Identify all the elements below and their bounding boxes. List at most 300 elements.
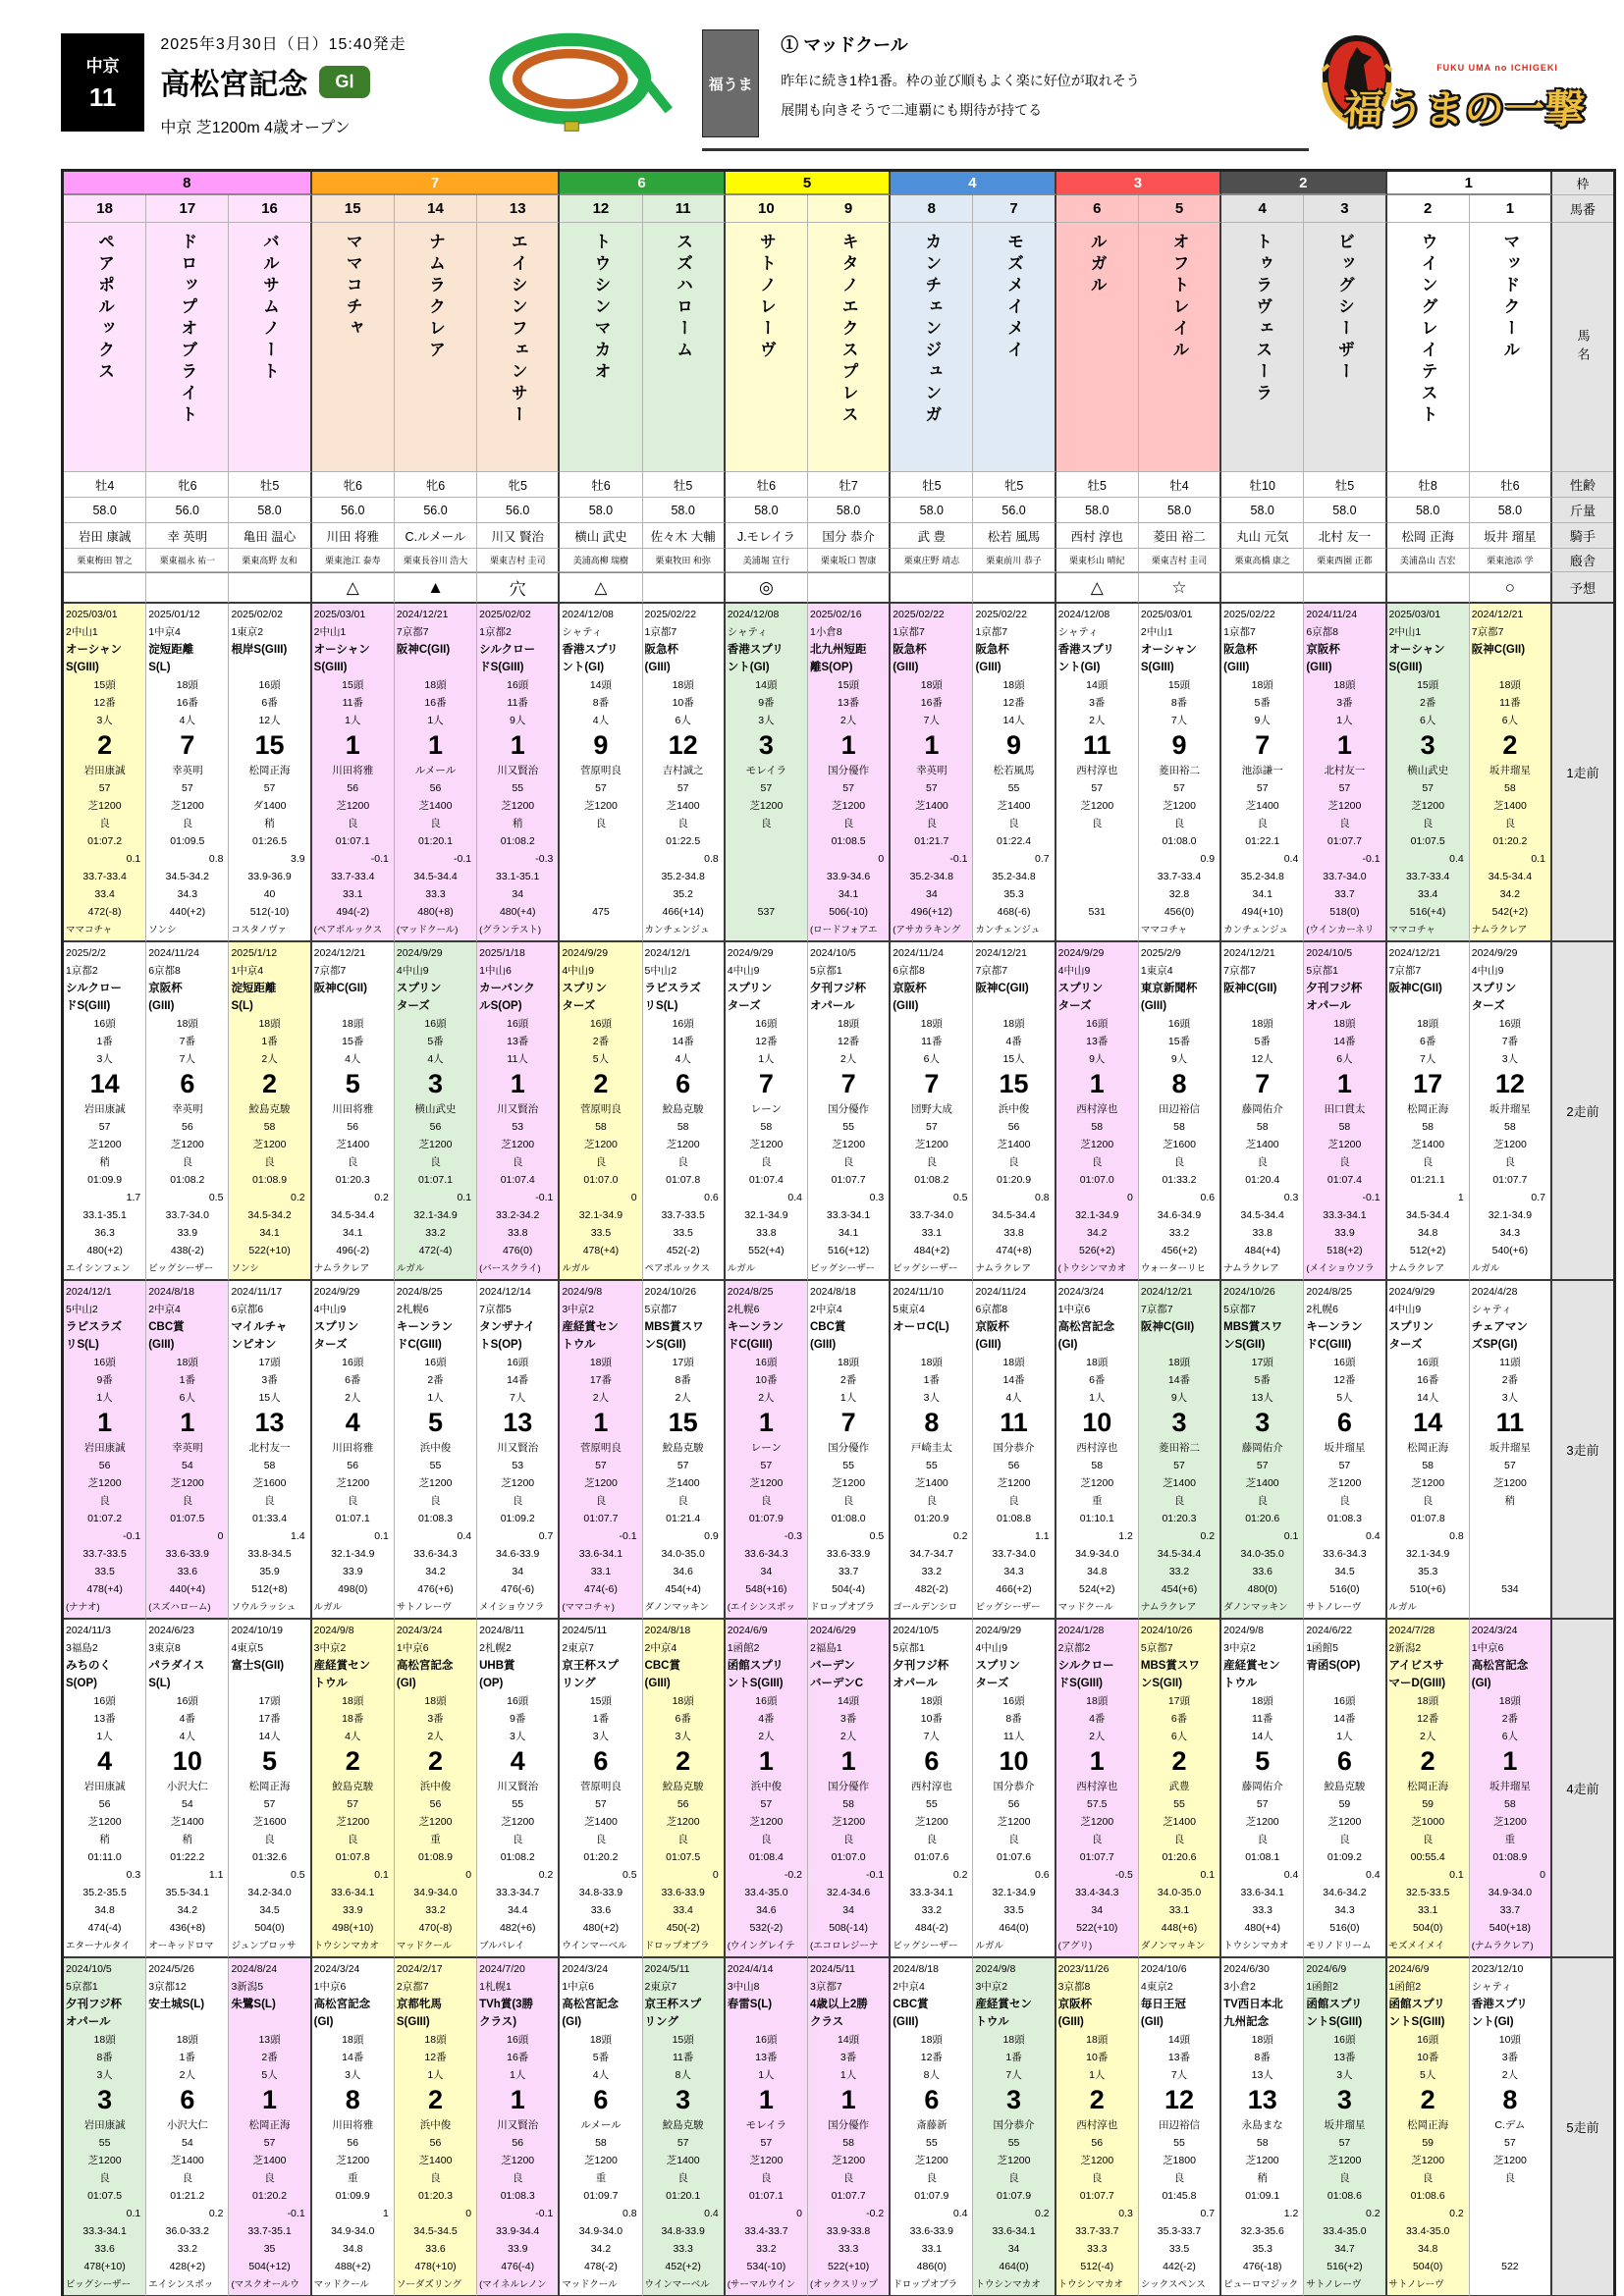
stable-name: 栗東西園 正都 [1304, 549, 1386, 572]
race-g: 12番 [1417, 1713, 1439, 1725]
race-bw: 452(-2) [666, 1245, 700, 1256]
race-win: ママコチャ [1140, 925, 1188, 935]
race-go: 良 [1257, 1834, 1268, 1845]
race-go: 良 [1173, 1834, 1185, 1845]
race-pc: 33.6-34.3 [1323, 1548, 1367, 1560]
race-m: 0.3 [126, 1869, 141, 1881]
race-f: 3 [97, 2085, 113, 2114]
race-win [728, 922, 805, 939]
race-g: 17番 [258, 1713, 281, 1725]
race-f: 7 [758, 1069, 774, 1098]
race-f: 2 [593, 1069, 609, 1098]
frame-number: 4 [891, 172, 1056, 195]
race-g: 3番 [839, 2052, 857, 2063]
race-n: 18頭 [920, 1018, 943, 1030]
horse-number-label: 馬番 [1552, 195, 1613, 223]
race-r1: スプリン [1471, 983, 1517, 994]
race-bw: 486(0) [916, 2261, 947, 2272]
horse-number: 17 [146, 195, 229, 223]
race-r2: ドC(GIII) [727, 1339, 773, 1351]
race-w: 58 [1422, 1121, 1434, 1133]
race-f: 11 [1082, 730, 1111, 760]
race-p: 3人 [96, 1053, 113, 1065]
past-race-cell [229, 1281, 311, 1620]
race-g: 11番 [921, 1036, 943, 1047]
race-m: 1.4 [291, 1530, 305, 1542]
race-r1: 高松宮記念 [1471, 1660, 1529, 1672]
race-pc: 33.9-34.6 [826, 871, 871, 882]
race-j: ルメール [580, 2119, 622, 2131]
race-m: 1.1 [1035, 1530, 1050, 1542]
race-w: 58 [760, 1121, 773, 1133]
race-t: 01:07.7 [583, 1513, 619, 1524]
race-t: 01:07.2 [87, 835, 123, 847]
race-pc: 34.5-34.4 [1157, 1548, 1202, 1560]
race-pc: 33.3-34.1 [1323, 1209, 1367, 1221]
race-g: 7番 [179, 1036, 195, 1047]
race-d: 2024/12/21 [975, 947, 1027, 959]
race-d: 2024/6/29 [809, 1625, 856, 1636]
race-pc: 34.5-34.2 [247, 1209, 292, 1221]
race-go: 良 [677, 1156, 688, 1168]
race-f: 7 [840, 1408, 856, 1437]
horse-number: 15 [312, 195, 395, 223]
race-g: 14番 [342, 2052, 364, 2063]
race-win: (マッドクール) [396, 925, 459, 935]
race-r2: (GIII) [148, 1000, 175, 1012]
race-f: 1 [345, 730, 360, 760]
race-t: 01:09.9 [87, 1174, 123, 1186]
race-f: 6 [676, 1069, 691, 1098]
race-n: 18頭 [342, 1695, 364, 1707]
race-pc: 34.7-34.7 [909, 1548, 954, 1560]
race-g: 13番 [1333, 2052, 1356, 2063]
race-m: 0 [217, 1530, 224, 1542]
race-pc: 33.7-33.4 [82, 871, 127, 882]
sex-age: 牝5 [477, 472, 560, 498]
race-r1: 夕刊フジ杯 [1306, 983, 1363, 994]
past-race-cell [1470, 1958, 1552, 2296]
past-race-row-label: 4走前 [1552, 1620, 1613, 1958]
race-pc: 34.8-33.9 [661, 2225, 705, 2237]
race-n: 18頭 [838, 1357, 860, 1368]
race-p: 1人 [839, 1392, 857, 1404]
race-up: 34.1 [1252, 888, 1272, 900]
race-d: 2024/7/28 [1388, 1625, 1435, 1636]
race-v: 4中山9 [1388, 1304, 1422, 1315]
race-v: 2札幌2 [479, 1642, 512, 1654]
horse-name-cell [643, 223, 726, 472]
race-w: 57 [263, 2137, 276, 2149]
race-r2: S(L) [148, 1678, 171, 1689]
race-t: 01:09.2 [1326, 1851, 1362, 1863]
prediction-mark [973, 572, 1056, 604]
race-pc: 34.6-33.9 [496, 1548, 540, 1560]
past-race-cell [64, 1620, 146, 1958]
race-m: 0.3 [869, 1192, 885, 1203]
race-r1: 京阪杯 [975, 1321, 1009, 1333]
race-r1: シルクロー [479, 644, 536, 656]
race-d: 2025/03/01 [313, 609, 366, 620]
race-j: 岩田康誠 [83, 1442, 126, 1454]
race-win: ダノンマッキン [644, 1602, 709, 1613]
race-v: 2中山1 [1140, 626, 1173, 638]
race-d: 2024/9/29 [727, 947, 774, 959]
race-g: 16番 [176, 697, 198, 709]
race-r1: 産経賞セン [975, 1999, 1032, 2010]
race-up: 33.9 [343, 1904, 363, 1916]
race-r2: リング [562, 1678, 596, 1689]
race-j: 岩田康誠 [83, 2119, 126, 2131]
race-m: -0.1 [619, 1530, 637, 1542]
race-n: 18頭 [920, 2034, 943, 2046]
race-r2 [975, 997, 1052, 1015]
race-up: 33.6 [1252, 1566, 1272, 1577]
race-bw: 512(+8) [251, 1583, 288, 1595]
race-c: 芝1200 [87, 1816, 122, 1828]
race-j: 川田将雅 [332, 2119, 374, 2131]
race-v: 4中山9 [1057, 965, 1091, 977]
race-p: 4人 [1005, 1392, 1022, 1404]
race-g: 12番 [93, 697, 116, 709]
race-go: 良 [264, 2172, 275, 2184]
race-p: 3人 [758, 715, 775, 726]
race-w: 57 [181, 782, 193, 794]
race-up: 34.1 [259, 1227, 280, 1239]
race-r2: ルS(OP) [479, 1000, 522, 1012]
past-race-cell [643, 942, 726, 1281]
race-j: レーン [750, 1442, 783, 1454]
race-go: 良 [595, 1834, 607, 1845]
sex-age: 牡5 [891, 472, 973, 498]
race-go: 重 [595, 2172, 607, 2184]
race-r2 [1223, 997, 1301, 1015]
race-pc: 32.1-34.9 [331, 1548, 375, 1560]
race-t: 01:20.2 [252, 2190, 288, 2202]
race-c: 芝1200 [1080, 1816, 1114, 1828]
race-n: 18頭 [424, 2034, 447, 2046]
race-f: 2 [1420, 2085, 1435, 2114]
race-d: 2024/6/30 [1223, 1963, 1270, 1975]
race-g: 6番 [675, 1713, 691, 1725]
race-f: 13 [1247, 2085, 1277, 2114]
race-g: 3番 [261, 1374, 278, 1386]
race-p: 4人 [592, 715, 610, 726]
race-v: 2東京7 [644, 1981, 677, 1993]
race-j: 横山武史 [1407, 765, 1449, 776]
carried-weight: 58.0 [229, 498, 311, 523]
race-f: 1 [593, 1408, 609, 1437]
race-bw: 478(+4) [86, 1583, 123, 1595]
race-up: 34.1 [838, 888, 859, 900]
race-g: 1番 [923, 1374, 940, 1386]
race-pc: 32.1-34.9 [1075, 1209, 1119, 1221]
race-d: 2024/5/26 [148, 1963, 194, 1975]
race-w: 54 [181, 2137, 193, 2149]
race-win: シックスペンス [1140, 2279, 1206, 2290]
race-c: 芝1200 [749, 2155, 784, 2166]
race-j: 国分恭介 [993, 1781, 1035, 1792]
race-d: 2024/11/24 [148, 947, 199, 959]
horse-name: キタノエクスプレス [839, 233, 858, 427]
race-c: 芝1200 [1327, 1139, 1362, 1150]
race-g: 14番 [1002, 1374, 1025, 1386]
prediction-mark [146, 572, 229, 604]
race-j: 西村淳也 [1076, 2119, 1118, 2131]
race-go: 良 [1339, 1495, 1350, 1507]
race-v: 3京都8 [1057, 1981, 1091, 1993]
race-v: 3新潟5 [231, 1981, 264, 1993]
prediction-mark: △ [560, 572, 642, 604]
race-bw: 516(+4) [1409, 906, 1446, 918]
race-v: 2新潟2 [1388, 1642, 1422, 1654]
race-pc: 32.5-33.5 [1405, 1887, 1450, 1898]
race-j: 松岡正海 [1407, 2119, 1449, 2131]
race-g: 10番 [755, 1374, 778, 1386]
race-f: 10 [172, 1746, 202, 1776]
race-p: 2人 [179, 2069, 195, 2081]
race-win: (ナナオ) [66, 1602, 100, 1613]
race-d: 2024/3/24 [1057, 1286, 1105, 1298]
race-g: 14番 [1333, 1036, 1356, 1047]
race-r1: 阪神C(GII) [1388, 983, 1442, 994]
race-c: 芝1400 [997, 800, 1031, 812]
race-bw: 482(+6) [499, 1922, 536, 1934]
race-d: 2024/9/8 [313, 1625, 354, 1636]
stable-name: 栗東牧田 和弥 [643, 549, 726, 572]
race-m: 0.8 [704, 853, 719, 865]
race-up: 34.3 [1334, 1904, 1355, 1916]
race-d: 2024/12/1 [644, 947, 691, 959]
race-f: 5 [1255, 1746, 1271, 1776]
past-race-cell [312, 1958, 395, 2296]
race-go: 良 [1422, 1495, 1434, 1507]
race-m: -0.1 [535, 2208, 554, 2219]
race-t: 01:07.9 [997, 2190, 1032, 2202]
race-c: 芝1200 [749, 1816, 784, 1828]
past-race-cell [1056, 942, 1139, 1281]
race-m: -0.3 [784, 1530, 802, 1542]
race-r2: リS(L) [644, 1000, 678, 1012]
race-v: 5京都1 [809, 965, 842, 977]
race-t: 01:21.7 [914, 835, 949, 847]
race-win: ペアポルックス [644, 1263, 710, 1274]
race-n: 14頭 [755, 679, 778, 691]
race-r2: ンピオン [231, 1339, 277, 1351]
race-f: 4 [510, 1746, 525, 1776]
race-p: 7人 [1005, 2069, 1022, 2081]
race-f: 14 [1413, 1408, 1443, 1437]
race-pc: 33.6-34.3 [413, 1548, 458, 1560]
race-pc: 33.7-33.4 [1405, 871, 1450, 882]
race-go: 良 [182, 818, 193, 829]
race-r1: 阪急杯 [893, 644, 927, 656]
race-go: 良 [595, 818, 607, 829]
race-p: 3人 [96, 2069, 113, 2081]
race-up: 34.1 [838, 1227, 859, 1239]
race-g: 9番 [510, 1713, 526, 1725]
race-n: 18頭 [93, 2034, 116, 2046]
race-p: 4人 [592, 2069, 610, 2081]
race-j: 川田将雅 [332, 1442, 374, 1454]
race-r1: キーンラン [1306, 1321, 1363, 1333]
race-go: 重 [1092, 1495, 1103, 1507]
race-bw: 506(-10) [829, 906, 868, 918]
race-up: 33.3 [1087, 2243, 1108, 2255]
jockey-name: 横山 武史 [560, 523, 642, 549]
race-c: 芝1200 [1411, 800, 1445, 812]
race-r2: (GIII) [1057, 2016, 1084, 2028]
race-go: 良 [1092, 1834, 1103, 1845]
race-p: 2人 [1089, 715, 1106, 726]
race-w: 58 [1422, 1460, 1434, 1471]
race-pc: 35.2-34.8 [661, 871, 705, 882]
race-f: 2 [427, 1746, 443, 1776]
past-race-cell [146, 1281, 229, 1620]
race-g: 2番 [592, 1036, 610, 1047]
race-t: 01:07.5 [170, 1513, 205, 1524]
race-p: 14人 [1417, 1392, 1439, 1404]
race-go: 良 [348, 818, 358, 829]
race-j: 松岡正海 [248, 1781, 291, 1792]
race-d: 2024/10/19 [231, 1625, 283, 1636]
race-w: 53 [512, 1460, 524, 1471]
race-v: 7京都7 [1388, 965, 1422, 977]
race-pc: 34.8-33.9 [578, 1887, 623, 1898]
race-f: 10 [999, 1746, 1029, 1776]
race-d: 2024/9/8 [562, 1286, 603, 1298]
race-n: 16頭 [93, 1018, 116, 1030]
race-c: 芝1200 [87, 1477, 122, 1489]
race-up: 33.4 [673, 1904, 693, 1916]
race-c: 芝1200 [584, 1477, 618, 1489]
race-go: 良 [264, 1495, 275, 1507]
race-n: 18頭 [1251, 1018, 1273, 1030]
carried-weight: 58.0 [64, 498, 146, 523]
past-race-cell [1056, 1281, 1139, 1620]
race-w: 56 [347, 1460, 359, 1471]
race-bw: 512(-10) [249, 906, 290, 918]
race-r2 [231, 2013, 307, 2031]
past-race-cell [973, 604, 1056, 942]
past-race-cell [808, 1620, 891, 1958]
race-f: 5 [345, 1069, 360, 1098]
race-d: 2024/4/28 [1471, 1286, 1518, 1298]
race-w: 55 [1173, 2137, 1185, 2149]
race-win: (マイネルレノン [479, 2279, 547, 2290]
race-g: 3番 [839, 1713, 857, 1725]
race-c: 芝1400 [336, 1139, 370, 1150]
race-m: -0.1 [1362, 853, 1380, 865]
race-v: 1京都7 [644, 626, 677, 638]
race-bw: 475 [592, 906, 610, 918]
race-pc: 32.3-35.6 [1240, 2225, 1284, 2237]
race-c: 芝1600 [252, 1477, 287, 1489]
race-r1: TVh賞(3勝 [479, 1999, 534, 2010]
race-up: 33.9 [343, 1566, 363, 1577]
race-w: 56 [98, 1798, 111, 1810]
race-t: 01:22.1 [1245, 835, 1280, 847]
horse-number: 13 [477, 195, 560, 223]
race-go: 良 [1422, 1156, 1434, 1168]
race-pc: 33.6-34.1 [331, 1887, 375, 1898]
race-p: 2人 [592, 1392, 610, 1404]
past-race-cell [64, 1281, 146, 1620]
race-t: 01:21.4 [666, 1513, 701, 1524]
race-r2: リS(L) [66, 1339, 99, 1351]
race-n: 16頭 [507, 1357, 529, 1368]
race-t: 01:22.5 [666, 835, 701, 847]
race-f: 15 [254, 730, 285, 760]
race-t: 01:07.5 [1410, 835, 1445, 847]
past-race-cell [973, 1281, 1056, 1620]
race-pc: 32.1-34.9 [1405, 1548, 1450, 1560]
race-c: 芝1400 [1411, 1139, 1445, 1150]
race-j: 幸英明 [916, 765, 947, 776]
race-p: 9人 [1254, 715, 1271, 726]
sex-age: 牡4 [1139, 472, 1221, 498]
jockey-name: 丸山 元気 [1221, 523, 1304, 549]
race-v: 1小倉8 [809, 626, 842, 638]
race-p: 2人 [758, 1392, 775, 1404]
past-race-cell [726, 1958, 808, 2296]
race-go: 良 [182, 1495, 193, 1507]
race-r2: ターズ [313, 1339, 348, 1351]
race-v: 5京都1 [1306, 965, 1339, 977]
race-g: 1番 [96, 1036, 113, 1047]
race-j: 川田将雅 [332, 1103, 374, 1115]
race-r2: ンS(GII) [1140, 1678, 1183, 1689]
race-go: 良 [512, 1495, 523, 1507]
race-w: 57 [760, 1460, 773, 1471]
race-win: マッドクール [562, 2279, 618, 2290]
race-bw: 537 [757, 906, 776, 918]
race-n: 18頭 [1167, 1357, 1191, 1368]
horse-name-label [1552, 223, 1613, 472]
race-bw: 494(+10) [1241, 906, 1283, 918]
race-m: 0.1 [1449, 1869, 1464, 1881]
race-p: 1人 [510, 2069, 526, 2081]
race-bw: 512(-4) [1080, 2261, 1114, 2272]
race-t: 01:08.0 [1162, 835, 1197, 847]
track-race-number-box [61, 33, 144, 132]
race-f: 15 [999, 1069, 1029, 1098]
race-j: 浜中俊 [419, 1442, 452, 1454]
race-j: 坂井瑠星 [1324, 1442, 1366, 1454]
race-win: トウシンマカオ [1057, 2279, 1123, 2290]
race-g: 6番 [1170, 1713, 1188, 1725]
race-c: 芝1200 [501, 1139, 535, 1150]
race-go: 重 [430, 1834, 441, 1845]
race-pc: 32.1-34.9 [992, 1887, 1036, 1898]
race-p: 6人 [1170, 1731, 1188, 1742]
race-j: 西村淳也 [910, 1781, 952, 1792]
race-r1: UHB賞 [479, 1660, 515, 1672]
race-win: ナムラクレア [1471, 925, 1528, 935]
carried-weight: 58.0 [643, 498, 726, 523]
race-pc: 32.1-34.9 [413, 1209, 458, 1221]
race-r1: 阪神C(GII) [1223, 983, 1277, 994]
race-c: 芝1200 [832, 1477, 866, 1489]
race-r1: 京阪杯 [893, 983, 927, 994]
race-pc: 33.3-34.7 [496, 1887, 540, 1898]
race-c: 芝1200 [1163, 800, 1196, 812]
race-bw: 464(0) [999, 2261, 1029, 2272]
race-r1: 産経賞セン [1223, 1660, 1280, 1672]
past-race-cell [1221, 942, 1304, 1281]
race-m: 0.2 [952, 1869, 968, 1881]
past-race-cell [312, 942, 395, 1281]
